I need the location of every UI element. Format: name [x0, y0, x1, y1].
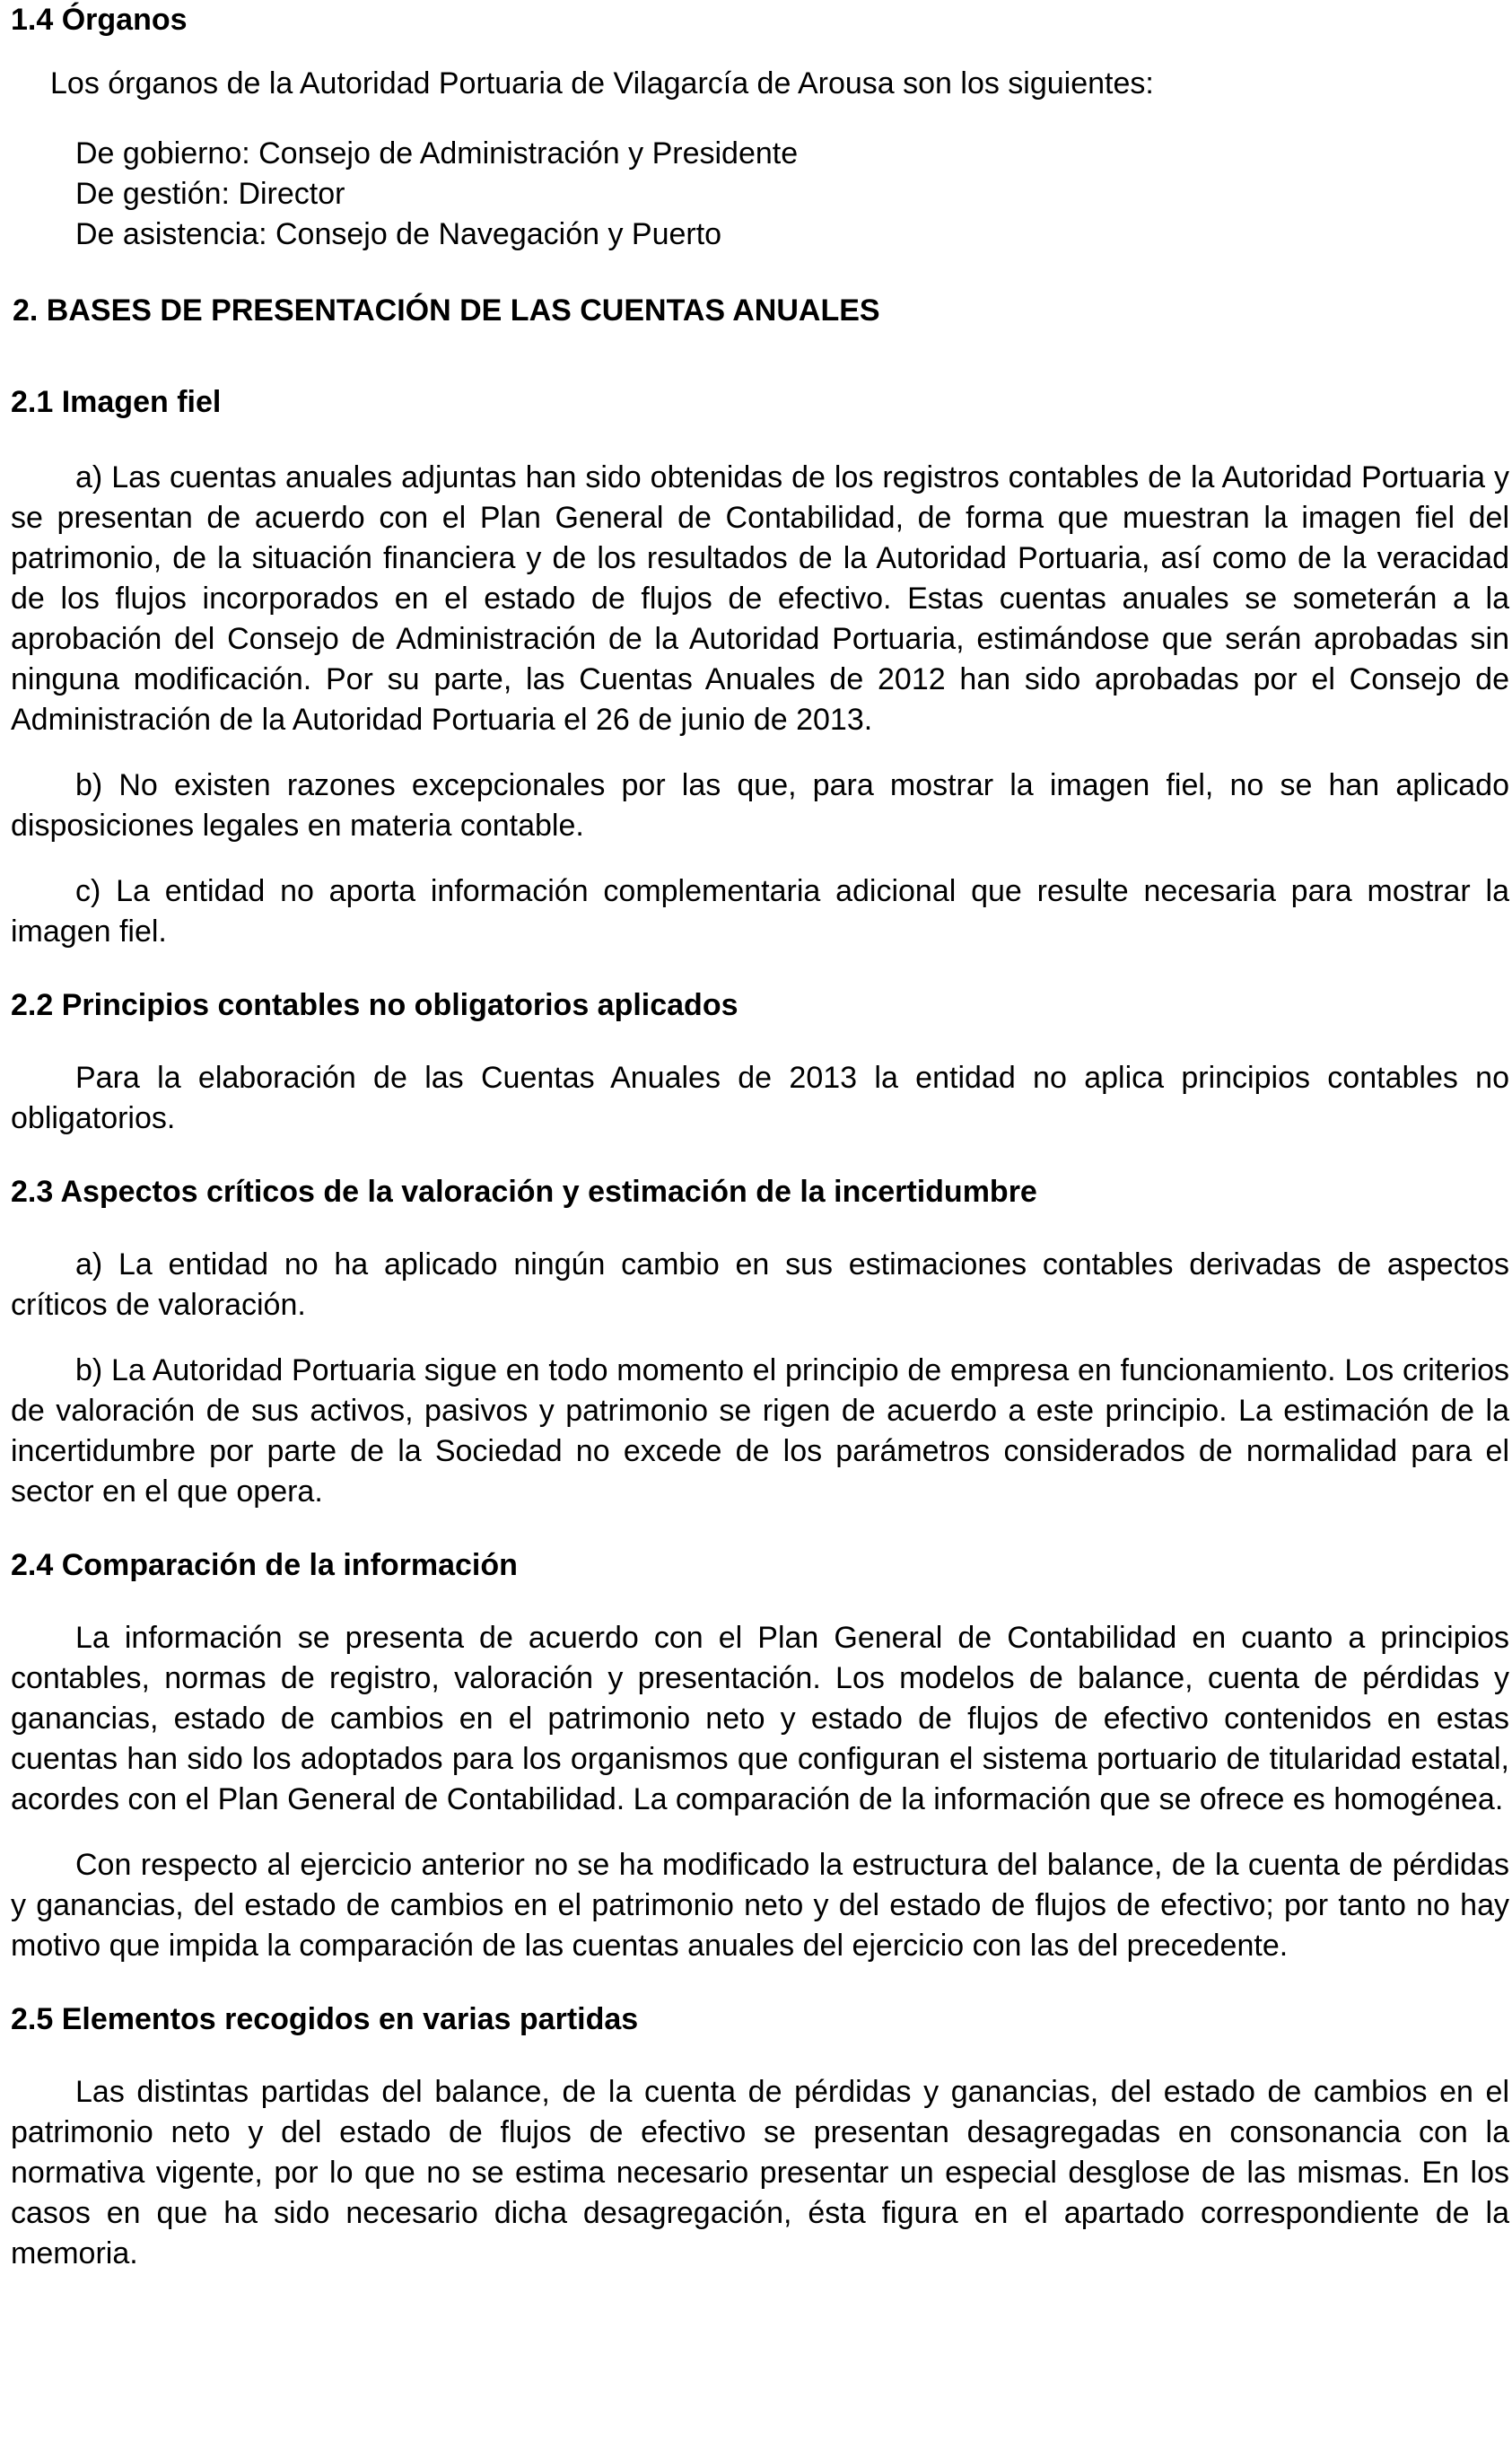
paragraph: Las distintas partidas del balance, de la cuenta de pérdidas y ganancias, del estado de cambios en el patrimonio neto y del estado de flujos de efectivo se presentan desagregadas en consonancia con la normativa vigente, por lo que no se estima necesario presentar un especial desglose de las mismas. En los casos en que ha sido necesario dicha desagregación, ésta figura en el apartado correspondiente de la memoria.: [11, 2075, 1509, 2270]
organs-list: [11, 134, 1509, 255]
paragraph: b) La Autoridad Portuaria sigue en todo momento el principio de empresa en funcionamiento. Los criterios de valoración de sus activos, pasivos y patrimonio se rigen de acuerdo a este principio. La estimación de la incertidumbre por parte de la Sociedad no excede de los parámetros considerados de normalidad para el sector en el que opera.: [11, 1353, 1509, 1509]
list-item: De gestión: Director: [75, 177, 345, 211]
section-2-3: [11, 1172, 1509, 1512]
section-2-4: [11, 1545, 1509, 1966]
paragraph: b) No existen razones excepcionales por las que, para mostrar la imagen fiel, no se han aplicado disposiciones legales en materia contable.: [11, 768, 1509, 843]
section-2-1: [11, 382, 1509, 952]
list-item: De asistencia: Consejo de Navegación y Puerto: [75, 217, 722, 251]
section-heading: 2.3 Aspectos críticos de la valoración y estimación de la incertidumbre: [11, 1175, 1037, 1209]
paragraph: a) Las cuentas anuales adjuntas han sido obtenidas de los registros contables de la Autoridad Portuaria y se presentan de acuerdo con el Plan General de Contabilidad, de forma que muestran la imagen fiel del patrimonio, de la situación financiera y de los resultados de la Autoridad Portuaria, así como de la veracidad de los flujos incorporados en el estado de flujos de efectivo. Estas cuentas anuales se someterán a la aprobación del Consejo de Administración de la Autoridad Portuaria, estimándose que serán aprobadas sin ninguna modificación. Por su parte, las Cuentas Anuales de 2012 han sido aprobadas por el Consejo de Administración de la Autoridad Portuaria el 26 de junio de 2013.: [11, 460, 1509, 737]
section-heading: 1.4 Órganos: [11, 3, 188, 37]
section-intro: Los órganos de la Autoridad Portuaria de Vilagarcía de Arousa son los siguientes:: [50, 66, 1154, 101]
section-heading: 2.2 Principios contables no obligatorios aplicados: [11, 988, 739, 1022]
paragraph: La información se presenta de acuerdo con el Plan General de Contabilidad en cuanto a principios contables, normas de registro, valoración y presentación. Los modelos de balance, cuenta de pérdidas y ganancias, estado de cambios en el patrimonio neto y estado de flujos de efectivo contenidos en estas cuentas han sido los adoptados para los organismos que configuran el sistema portuario de titularidad estatal, acordes con el Plan General de Contabilidad. La comparación de la información que se ofrece es homogénea.: [11, 1621, 1509, 1816]
list-item: De gobierno: Consejo de Administración y Presidente: [75, 136, 799, 171]
section-1-4: [11, 0, 1509, 255]
section-2: [11, 291, 1509, 330]
section-heading: 2.1 Imagen fiel: [11, 385, 222, 419]
paragraph: c) La entidad no aporta información complementaria adicional que resulte necesaria para mostrar la imagen fiel.: [11, 874, 1509, 949]
section-2-5: [11, 1999, 1509, 2274]
paragraph: Para la elaboración de las Cuentas Anuales de 2013 la entidad no aplica principios contables no obligatorios.: [11, 1061, 1509, 1135]
section-heading: 2.5 Elementos recogidos en varias partidas: [11, 2002, 639, 2036]
section-2-2: [11, 985, 1509, 1139]
paragraph: a) La entidad no ha aplicado ningún cambio en sus estimaciones contables derivadas de aspectos críticos de valoración.: [11, 1247, 1509, 1322]
section-heading: 2.4 Comparación de la información: [11, 1548, 518, 1582]
chapter-heading: 2. BASES DE PRESENTACIÓN DE LAS CUENTAS ANUALES: [13, 293, 880, 328]
paragraph: Con respecto al ejercicio anterior no se ha modificado la estructura del balance, de la cuenta de pérdidas y ganancias, del estado de cambios en el patrimonio neto y del estado de flujos de efectivo; por tanto no hay motivo que impida la comparación de las cuentas anuales del ejercicio con las del precedente.: [11, 1848, 1509, 1963]
